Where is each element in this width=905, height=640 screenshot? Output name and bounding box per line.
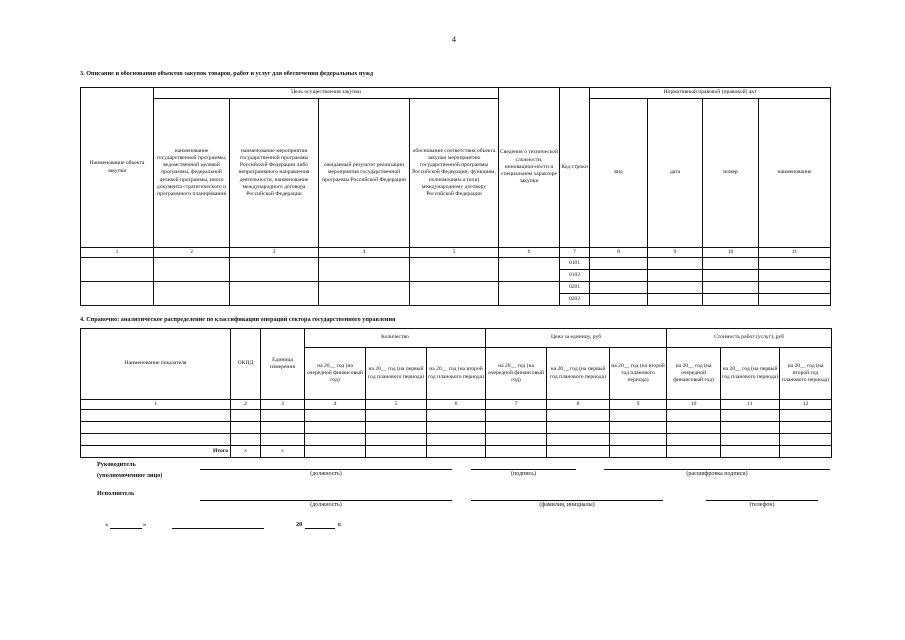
cell[interactable] (427, 434, 486, 446)
header-act-group: Нормативный правовой (правовой) акт (590, 88, 831, 99)
column-number: 2 (231, 400, 261, 410)
column-number: 4 (319, 248, 410, 258)
cell[interactable] (648, 294, 703, 306)
header-price-year-3: на 20__ год (на второй год планового периода) (610, 348, 667, 400)
executor-fio-line[interactable] (471, 500, 663, 501)
column-number: 7 (560, 248, 590, 258)
cell[interactable] (703, 258, 759, 270)
column-number: 10 (703, 248, 759, 258)
cell[interactable] (759, 258, 831, 270)
column-number: 1 (81, 400, 231, 410)
date-year-line[interactable] (305, 528, 335, 529)
table-row (81, 258, 831, 270)
header-justification: обоснование соответствия объекта закупки мероприятию государственной программы Российской Федерации, функциям, полномочиям и (или) международному договору Российской Федерации (410, 99, 499, 248)
cell[interactable] (305, 434, 366, 446)
head-position-line[interactable] (200, 469, 452, 470)
column-number: 12 (780, 400, 832, 410)
header-price-year-2: на 20__ год (на первый год планового периода) (547, 348, 610, 400)
cell[interactable] (667, 446, 721, 458)
cell[interactable] (667, 410, 721, 422)
executor-phone-caption: (телефон) (749, 502, 775, 508)
header-quantity-year-2: на 20__ год (на первый год планового периода) (366, 348, 427, 400)
header-indicator: Наименование показателя (81, 329, 231, 400)
cell[interactable] (610, 434, 667, 446)
column-number: 6 (427, 400, 486, 410)
total-label: Итого (81, 446, 231, 458)
table-row (81, 434, 832, 446)
table-row (81, 422, 832, 434)
cell[interactable] (499, 258, 560, 282)
cell[interactable] (319, 258, 410, 282)
header-expected-result: ожидаемый результат реализации мероприятия государственной программы Российской Федерации (319, 99, 410, 248)
header-quantity-year-1: на 20__ год (на очередной финансовый год) (305, 348, 366, 400)
year-prefix: 20 (296, 521, 303, 528)
column-number: 3 (230, 248, 319, 258)
cell[interactable] (721, 422, 780, 434)
cell[interactable] (610, 446, 667, 458)
cell[interactable] (648, 258, 703, 270)
cell[interactable] (366, 410, 427, 422)
row-code: 0201 (560, 282, 590, 294)
column-number: 8 (590, 248, 648, 258)
cell[interactable] (590, 294, 648, 306)
cell[interactable] (486, 434, 547, 446)
cell[interactable] (547, 434, 610, 446)
cell[interactable] (305, 446, 366, 458)
cell[interactable] (427, 446, 486, 458)
column-number: 7 (486, 400, 547, 410)
cell[interactable] (427, 410, 486, 422)
column-number: 2 (154, 248, 230, 258)
executor-position-caption: (должность) (310, 502, 342, 508)
header-cost-year-1: на 20__ год (на очередной финансовый год) (667, 348, 721, 400)
cell[interactable] (648, 282, 703, 294)
cell[interactable] (610, 410, 667, 422)
cell[interactable] (547, 446, 610, 458)
column-number: 11 (759, 248, 831, 258)
cell[interactable] (780, 410, 832, 422)
column-number: 9 (610, 400, 667, 410)
cell[interactable] (590, 282, 648, 294)
header-quantity-year-3: на 20__ год (на второй год планового периода) (427, 348, 486, 400)
head-label: Руководитель (97, 461, 136, 468)
row-code: 0102 (560, 270, 590, 282)
table-row (81, 282, 831, 294)
date-open-quote: « (105, 521, 109, 528)
cell[interactable] (780, 446, 832, 458)
cell[interactable] (231, 410, 261, 422)
cell[interactable] (721, 410, 780, 422)
cell[interactable] (780, 422, 832, 434)
header-okpd: ОКПД (231, 329, 261, 400)
header-object-name: Наименование объекта закупки (81, 88, 154, 248)
cell[interactable] (231, 434, 261, 446)
cell[interactable] (261, 434, 305, 446)
cell[interactable] (547, 422, 610, 434)
cell[interactable] (261, 422, 305, 434)
cell[interactable] (81, 410, 231, 422)
cell[interactable] (410, 282, 499, 306)
cell[interactable] (81, 258, 154, 282)
head-signature-line[interactable] (471, 469, 576, 470)
cell[interactable] (780, 434, 832, 446)
column-number: 4 (305, 400, 366, 410)
cell[interactable] (305, 422, 366, 434)
executor-phone-line[interactable] (706, 500, 818, 501)
head-decoding-line[interactable] (604, 469, 830, 470)
section-4-title: 4. Справочно: аналитическое распределение по классификации операций сектора государственного управления (80, 316, 396, 323)
head-decoding-caption: (расшифровка подписи) (686, 471, 748, 477)
header-quantity: Количество (305, 329, 486, 348)
row-code: 0202 (560, 294, 590, 306)
head-position-caption: (должность) (310, 471, 342, 477)
page-number: 4 (452, 35, 456, 44)
cell[interactable] (230, 258, 319, 282)
header-act-type: вид (590, 99, 648, 248)
cell[interactable] (721, 446, 780, 458)
date-day-line[interactable] (110, 528, 142, 529)
cell[interactable] (759, 270, 831, 282)
cell[interactable] (667, 422, 721, 434)
column-number: 8 (547, 400, 610, 410)
cell[interactable] (81, 434, 231, 446)
total-row (81, 446, 832, 458)
cell[interactable] (154, 282, 230, 306)
header-act-date: дата (648, 99, 703, 248)
year-suffix: г. (338, 521, 342, 528)
x-mark: x (231, 446, 261, 458)
cell[interactable] (154, 258, 230, 282)
column-number: 5 (366, 400, 427, 410)
cell[interactable] (703, 270, 759, 282)
cell[interactable] (547, 410, 610, 422)
column-number: 3 (261, 400, 305, 410)
cell[interactable] (759, 282, 831, 294)
cell[interactable] (427, 422, 486, 434)
table-row (81, 410, 832, 422)
cell[interactable] (319, 282, 410, 306)
column-number: 10 (667, 400, 721, 410)
header-cost-year-3: на 20__ год (на второй год планового периода) (780, 348, 832, 400)
cell[interactable] (759, 294, 831, 306)
cell[interactable] (231, 422, 261, 434)
cell[interactable] (366, 446, 427, 458)
section-3-title: 3. Описание и обоснования объектов закупок товаров, работ и услуг для обеспечения федеральных нужд (80, 70, 374, 77)
row-code: 0101 (560, 258, 590, 270)
head-sublabel: (уполномоченное лицо) (97, 472, 163, 479)
header-act-number: номер (703, 99, 759, 248)
date-close-quote: » (143, 521, 147, 528)
cell[interactable] (721, 434, 780, 446)
cell[interactable] (81, 282, 154, 306)
cell[interactable] (667, 434, 721, 446)
column-number: 6 (499, 248, 560, 258)
executor-label: Исполнитель (97, 490, 135, 497)
cell[interactable] (486, 410, 547, 422)
header-program-name: наименование государственной программы, ведомственной целевой программы, федеральной целевой программы, иного документа стратегического и программного планирования (154, 99, 230, 248)
cell[interactable] (366, 434, 427, 446)
executor-position-line[interactable] (200, 500, 452, 501)
cell[interactable] (81, 422, 231, 434)
column-number: 11 (721, 400, 780, 410)
cell[interactable] (366, 422, 427, 434)
header-event-name: наименование мероприятия государственной программы Российской Федерации либо непрограммного направления деятельности, наименование международного договора Российской Федерации (230, 99, 319, 248)
column-number: 1 (81, 248, 154, 258)
header-complexity: Сведения о технической сложности, инновацион-ности и специальном характере закупки (499, 88, 560, 248)
executor-fio-caption: (фамилия, инициалы) (539, 502, 595, 508)
header-unit: Единица измерения (261, 329, 305, 400)
date-month-line[interactable] (172, 528, 264, 529)
header-row-code: Код строки (560, 88, 590, 248)
cell[interactable] (648, 270, 703, 282)
column-number: 9 (648, 248, 703, 258)
cell[interactable] (703, 294, 759, 306)
cell[interactable] (590, 258, 648, 270)
procurement-objects-table (80, 87, 831, 306)
header-cost-year-2: на 20__ год (на первый год планового периода) (721, 348, 780, 400)
cell[interactable] (486, 422, 547, 434)
cell[interactable] (590, 270, 648, 282)
cell[interactable] (486, 446, 547, 458)
cell[interactable] (305, 410, 366, 422)
cell[interactable] (410, 258, 499, 282)
header-goal-group: Цель осуществления закупки (154, 88, 499, 99)
header-cost: Стоимость работ (услуг), руб (667, 329, 832, 348)
column-number: 5 (410, 248, 499, 258)
cell[interactable] (703, 282, 759, 294)
header-unit-price: Цена за единицу, руб (486, 329, 667, 348)
header-price-year-1: на 20__ год (на очередной финансовый год) (486, 348, 547, 400)
cell[interactable] (499, 282, 560, 306)
header-act-name: наименование (759, 99, 831, 248)
cell[interactable] (261, 410, 305, 422)
cell[interactable] (610, 422, 667, 434)
x-mark: x (261, 446, 305, 458)
analytics-distribution-table (80, 328, 832, 458)
cell[interactable] (230, 282, 319, 306)
head-signature-caption: (подпись) (511, 471, 536, 477)
